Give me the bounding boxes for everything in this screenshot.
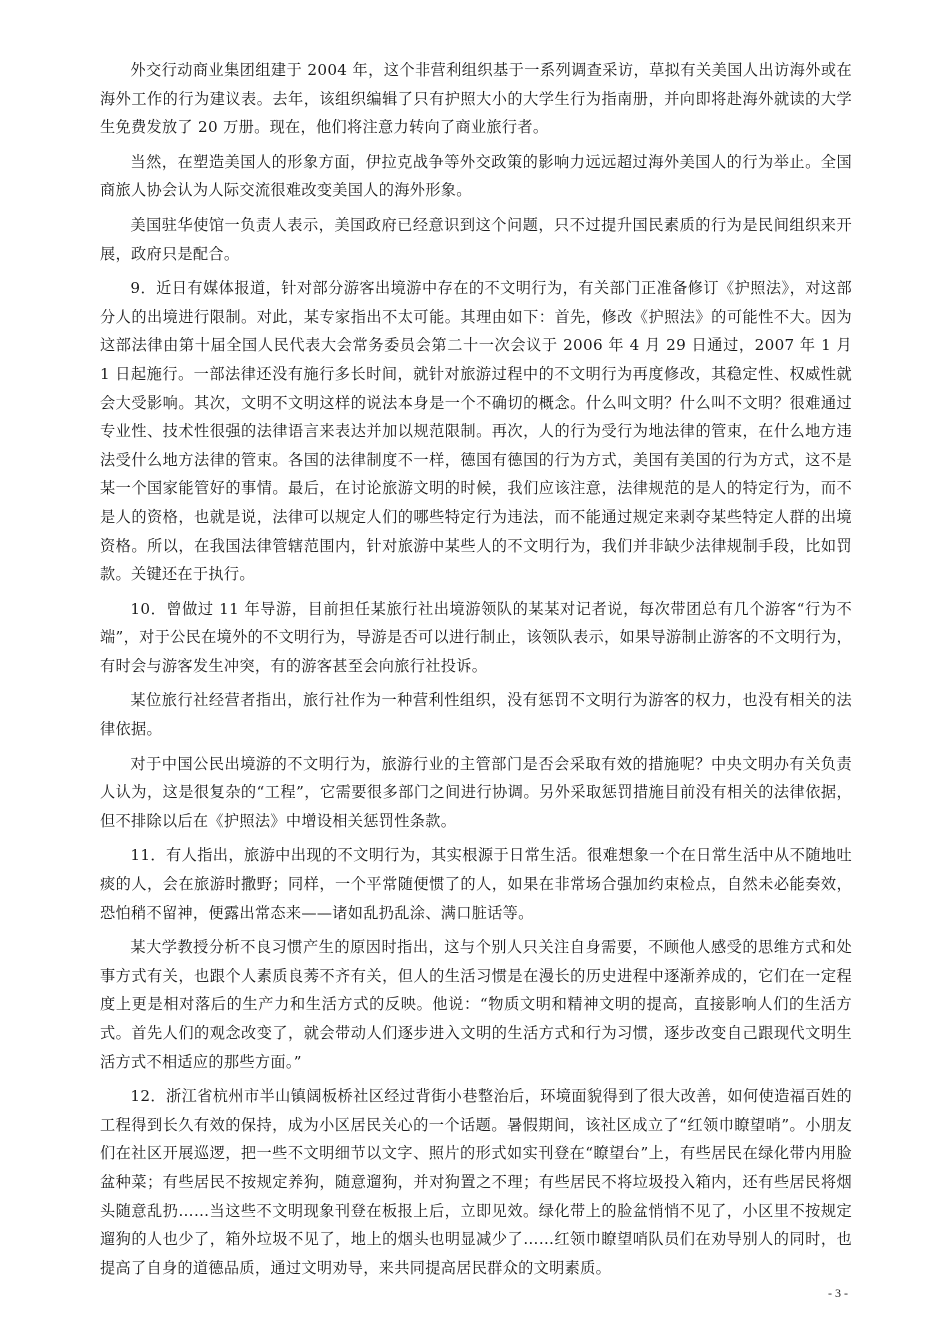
paragraph-item-10: 10．曾做过 11 年导游，目前担任某旅行社出境游领队的某某对记者说，每次带团总有几个游客“行为不端”，对于公民在境外的不文明行为，导游是否可以进行制止，该领队表示，如果导游制止游客的不文明行为，有时会与游客发生冲突，有的游客甚至会向旅行社投诉。: [100, 599, 852, 675]
paragraph-2: 当然，在塑造美国人的形象方面，伊拉克战争等外交政策的影响力远远超过海外美国人的行为举止。全国商旅人协会认为人际交流很难改变美国人的海外形象。: [100, 152, 852, 200]
paragraph-item-12: 12．浙江省杭州市半山镇阔板桥社区经过背街小巷整治后，环境面貌得到了很大改善，如何使造福百姓的工程得到长久有效的保持，成为小区居民关心的一个话题。暑假期间，该社区成立了“红领巾瞭望哨”。小朋友们在社区开展巡逻，把一些不文明细节以文字、照片的形式如实刊登在“瞭望台”上，有些居民在绿化带内用脸盆种菜；有些居民不按规定养狗，随意遛狗，并对狗置之不理；有些居民不将垃圾投入箱内，还有些居民将烟头随意乱扔……当这些不文明现象刊登在板报上后，立即见效。绿化带上的脸盆悄悄不见了，小区里不按规定遛狗的人也少了，箱外垃圾不见了，地上的烟头也明显减少了……红领巾瞭望哨队员们在劝导别人的同时，也提高了自身的道德品质，通过文明劝导，来共同提高居民群众的文明素质。: [100, 1087, 852, 1277]
paragraph-item-11: 11．有人指出，旅游中出现的不文明行为，其实根源于日常生活。很难想象一个在日常生活中从不随地吐痰的人，会在旅游时撒野；同样，一个平常随便惯了的人，如果在非常场合强加约束检点，自然未必能奏效，恐怕稍不留神，便露出常态来——诸如乱扔乱涂、满口脏话等。: [100, 846, 852, 922]
paragraph-item-9: 9．近日有媒体报道，针对部分游客出境游中存在的不文明行为，有关部门正准备修订《护照法》，对这部分人的出境进行限制。对此，某专家指出不太可能。其理由如下：首先，修改《护照法》的可能性不大。因为这部法律由第十届全国人民代表大会常务委员会第二十一次会议于 2006 年 4 月 29 日通过，2007 年 1 月 1 日起施行。一部法律还没有施行多长时间，就针对旅游过程中的不文明行为再度修改，其稳定性、权威性就会大受影响。其次，文明不文明这样的说法本身是一个不确切的概念。什么叫文明？什么叫不文明？很难通过专业性、技术性很强的法律语言来表达并加以规范限制。再次，人的行为受行为地法律的管束，在什么地方违法受什么地方法律的管束。各国的法律制度不一样，德国有德国的行为方式，美国有美国的行为方式，这不是某一个国家能管好的事情。最后，在讨论旅游文明的时候，我们应该注意，法律规范的是人的特定行为，而不是人的资格，也就是说，法律可以规定人们的哪些特定行为违法，而不能通过规定来剥夺某些特定人群的出境资格。所以，在我国法律管辖范围内，针对旅游中某些人的不文明行为，我们并非缺少法律规制手段，比如罚款。关键还在于执行。: [100, 279, 852, 584]
paragraph-3: 美国驻华使馆一负责人表示，美国政府已经意识到这个问题，只不过提升国民素质的行为是民间组织来开展，政府只是配合。: [100, 215, 852, 263]
paragraph-9: 某大学教授分析不良习惯产生的原因时指出，这与个别人只关注自身需要，不顾他人感受的思维方式和处事方式有关，也跟个人素质良莠不齐有关，但人的生活习惯是在漫长的历史进程中逐渐养成的，它们在一定程度上更是相对落后的生产力和生活方式的反映。他说：“物质文明和精神文明的提高，直接影响人们的生活方式。首先人们的观念改变了，就会带动人们逐步进入文明的生活方式和行为习惯，逐步改变自己跟现代文明生活方式不相适应的那些方面。”: [100, 938, 852, 1071]
paragraph-6: 某位旅行社经营者指出，旅行社作为一种营利性组织，没有惩罚不文明行为游客的权力，也没有相关的法律依据。: [100, 691, 852, 739]
document-body: [100, 56, 852, 1288]
paragraph-7: 对于中国公民出境游的不文明行为，旅游行业的主管部门是否会采取有效的措施呢？中央文明办有关负责人认为，这是很复杂的“工程”，它需要很多部门之间进行协调。另外采取惩罚措施目前没有相关的法律依据，但不排除以后在《护照法》中增设相关惩罚性条款。: [100, 754, 852, 830]
paragraph-1: 外交行动商业集团组建于 2004 年，这个非营利组织基于一系列调查采访，草拟有关美国人出访海外或在海外工作的行为建议表。去年，该组织编辑了只有护照大小的大学生行为指南册，并向即将赴海外就读的大学生免费发放了 20 万册。现在，他们将注意力转向了商业旅行者。: [100, 61, 852, 137]
page-number: - 3 -: [828, 1286, 848, 1300]
